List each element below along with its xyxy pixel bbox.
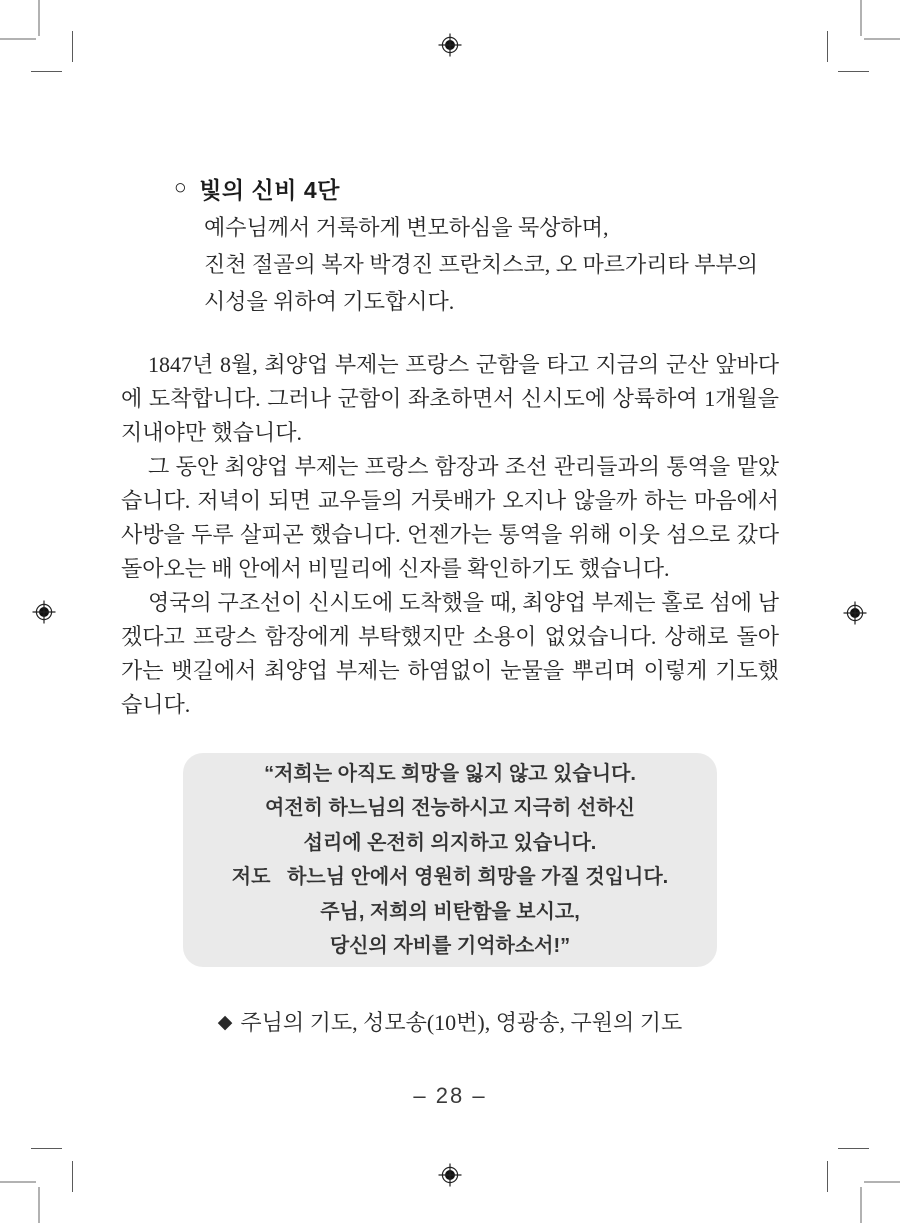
section-heading — [174, 172, 340, 205]
crop-mark-bottom-right-inner — [838, 1148, 869, 1149]
diamond-bullet-icon: ◆ — [217, 1012, 233, 1033]
body-text — [121, 348, 779, 722]
prayer-instruction-text: 주님의 기도, 성모송(10번), 영광송, 구원의 기도 — [240, 1010, 683, 1035]
quote-line: 여전히 하느님의 전능하시고 지극히 선하신 — [265, 797, 635, 819]
crop-mark-bottom-right-inner — [827, 1161, 828, 1192]
intro-line: 시성을 위하여 기도합시다. — [204, 289, 455, 314]
registration-mark-icon — [438, 33, 462, 57]
quote-line: 저도 하느님 안에서 영원히 희망을 가질 것입니다. — [231, 866, 669, 888]
section-title-text: 빛의 신비 4단 — [199, 177, 340, 203]
prayer-quote-box — [183, 753, 717, 967]
quote-line: 당신의 자비를 기억하소서!” — [329, 935, 571, 957]
paragraph: 그 동안 최양업 부제는 프랑스 함장과 조선 관리들과의 통역을 맡았습니다. 저녁이 되면 교우들의 거룻배가 오지나 않을까 하는 마음에서 사방을 두루 살피곤 했습니다. 언젠가는 통역을 위해 이웃 섬으로 갔다 돌아오는 배 안에서 비밀리에 신자를 확인하기도 했습니다. — [121, 454, 779, 581]
crop-mark-top-left — [0, 38, 36, 40]
registration-mark-icon — [32, 600, 56, 624]
meditation-intro — [204, 209, 764, 320]
prayer-instruction — [0, 1006, 900, 1037]
quote-line: “저희는 아직도 희망을 잃지 않고 있습니다. — [264, 762, 636, 785]
page-number: – 28 – — [413, 1083, 487, 1108]
crop-mark-bottom-left — [38, 1187, 40, 1223]
paragraph: 영국의 구조선이 신시도에 도착했을 때, 최양업 부제는 홀로 섬에 남겠다고 프랑스 함장에게 부탁했지만 소용이 없었습니다. 상해로 돌아가는 뱃길에서 최양업 부제는 하염없이 눈물을 뿌리며 이렇게 기도했습니다. — [121, 590, 779, 717]
crop-mark-bottom-left — [0, 1181, 36, 1183]
crop-mark-top-right — [860, 0, 862, 36]
registration-mark-icon — [843, 601, 867, 625]
crop-mark-top-right-inner — [827, 31, 828, 62]
crop-mark-top-left-inner — [72, 31, 73, 62]
crop-mark-bottom-left-inner — [72, 1161, 73, 1192]
intro-line: 예수님께서 거룩하게 변모하심을 묵상하며, — [204, 215, 609, 240]
quote-line: 주님, 저희의 비탄함을 보시고, — [320, 900, 580, 923]
crop-mark-top-right — [864, 38, 900, 40]
crop-mark-bottom-right — [860, 1187, 862, 1223]
crop-mark-bottom-left-inner — [31, 1148, 62, 1149]
crop-mark-bottom-right — [864, 1181, 900, 1183]
paragraph: 1847년 8월, 최양업 부제는 프랑스 군함을 타고 지금의 군산 앞바다에 도착합니다. 그러나 군함이 좌초하면서 신시도에 상륙하여 1개월을 지내야만 했습니다. — [121, 352, 779, 445]
intro-line: 진천 절골의 복자 박경진 프란치스코, 오 마르가리타 부부의 — [204, 252, 759, 277]
quote-line: 섭리에 온전히 의지하고 있습니다. — [303, 831, 597, 854]
crop-mark-top-left — [38, 0, 40, 36]
crop-mark-top-right-inner — [838, 71, 869, 72]
registration-mark-icon — [438, 1163, 462, 1187]
circle-bullet-icon: ○ — [174, 175, 188, 199]
crop-mark-top-left-inner — [31, 71, 62, 72]
